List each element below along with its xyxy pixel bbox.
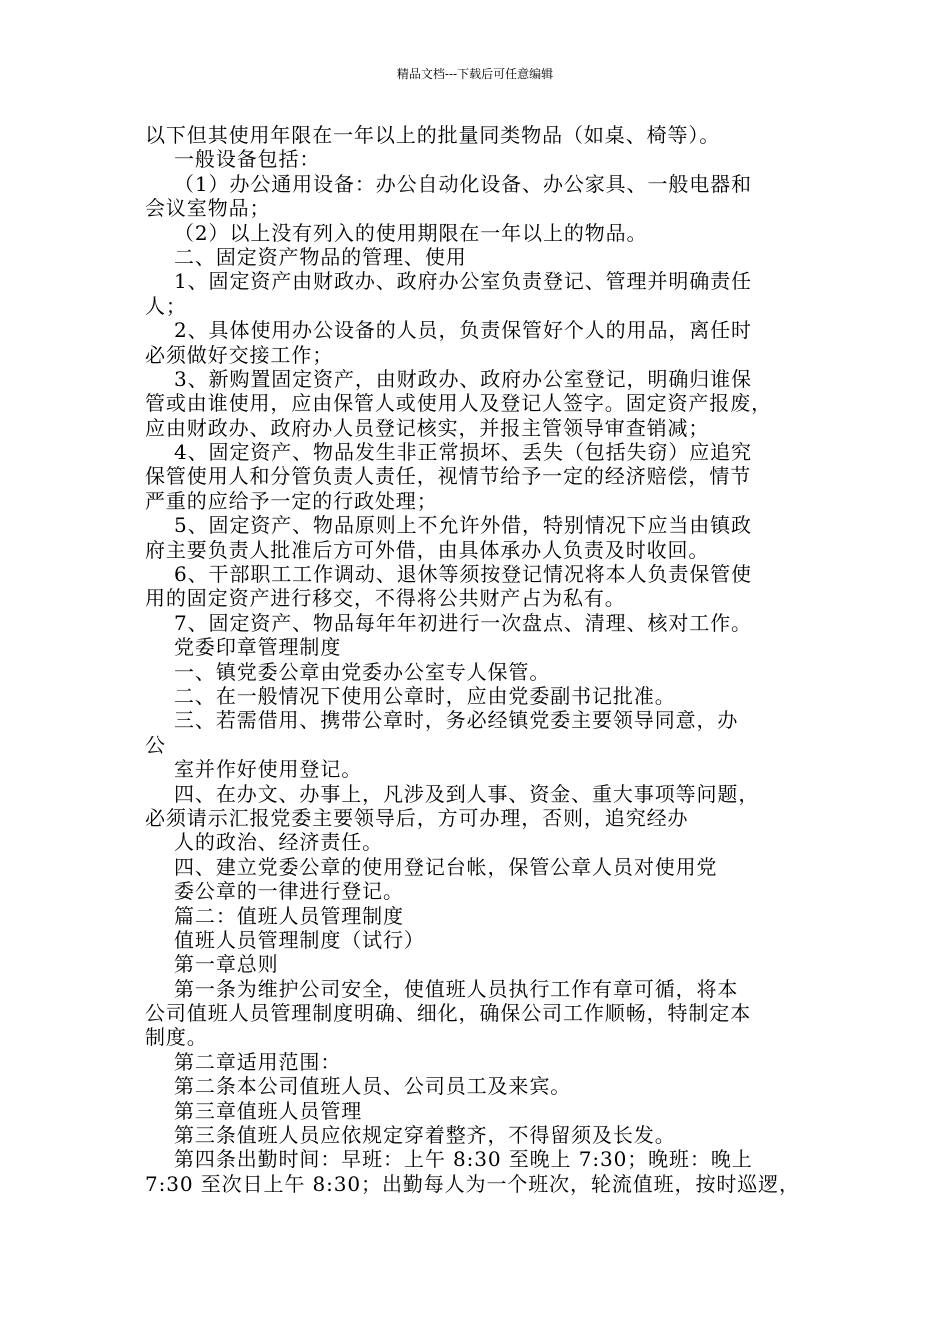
text-line: 二、在一般情况下使用公章时，应由党委副书记批准。: [145, 683, 676, 708]
text-line: 第三章值班人员管理: [145, 1098, 363, 1123]
text-line: 一、镇党委公章由党委办公室专人保管。: [145, 659, 551, 684]
text-line: 应由财政办、政府办人员登记核实，并报主管领导审查销减；: [145, 415, 710, 440]
text-line: 第三条值班人员应依规定穿着整齐，不得留须及长发。: [145, 1123, 676, 1148]
text-line: （2）以上没有列入的使用期限在一年以上的物品。: [145, 220, 648, 245]
text-line: 保管使用人和分管负责人责任，视情节给予一定的经济赔偿，情节: [145, 464, 752, 489]
text-line: 三、若需借用、携带公章时，务必经镇党委主要领导同意，办: [145, 708, 739, 733]
text-line: 公: [145, 732, 166, 757]
text-line: 3、新购置固定资产，由财政办、政府办公室登记，明确归谁保: [145, 366, 752, 391]
page-header: 精品文档---下载后可任意编辑: [396, 67, 554, 81]
text-line: 严重的应给予一定的行政处理；: [145, 488, 438, 513]
text-line: 党委印章管理制度: [145, 635, 342, 660]
text-line: 用的固定资产进行移交，不得将公共财产占为私有。: [145, 586, 626, 611]
text-line: 第四条出勤时间：早班：上午 8:30 至晚上 7:30；晚班：晚上: [145, 1147, 753, 1172]
text-line: 四、建立党委公章的使用登记台帐，保管公章人员对使用党: [145, 854, 718, 879]
text-line: 7:30 至次日上午 8:30；出勤每人为一个班次，轮流值班，按时巡逻，: [145, 1171, 800, 1196]
text-line: 人；: [145, 293, 187, 318]
text-line: 二、固定资产物品的管理、使用: [145, 244, 467, 269]
text-line: （1）办公通用设备：办公自动化设备、办公家具、一般电器和: [145, 171, 752, 196]
text-line: 必须请示汇报党委主要领导后，方可办理，否则，追究经办: [145, 805, 689, 830]
text-line: 四、在办文、办事上，凡涉及到人事、资金、重大事项等问题，: [145, 781, 760, 806]
text-line: 公司值班人员管理制度明确、细化，确保公司工作顺畅，特制定本: [145, 1001, 752, 1026]
document-body: [145, 123, 825, 1196]
text-line: 值班人员管理制度（试行）: [145, 927, 425, 952]
text-line: 4、固定资产、物品发生非正常损坏、丢失（包括失窃）应追究: [145, 440, 752, 465]
text-line: 人的政治、经济责任。: [145, 830, 384, 855]
text-line: 6、干部职工工作调动、退休等须按登记情况将本人负责保管使: [145, 562, 752, 587]
text-line: 2、具体使用办公设备的人员，负责保管好个人的用品，离任时: [145, 318, 752, 343]
text-line: 第二条本公司值班人员、公司员工及来宾。: [145, 1074, 572, 1099]
text-line: 必须做好交接工作；: [145, 342, 334, 367]
text-line: 制度。: [145, 1025, 208, 1050]
text-line: 篇二：值班人员管理制度: [145, 903, 404, 928]
text-line: 委公章的一律进行登记。: [145, 879, 404, 904]
text-line: 第一条为维护公司安全，使值班人员执行工作有章可循，将本: [145, 976, 739, 1001]
text-line: 府主要负责人批准后方可外借，由具体承办人负责及时收回。: [145, 537, 710, 562]
text-line: 1、固定资产由财政办、政府办公室负责登记、管理并明确责任: [145, 269, 752, 294]
text-line: 以下但其使用年限在一年以上的批量同类物品（如桌、椅等）。: [145, 123, 721, 147]
text-line: 管或由谁使用，应由保管人或使用人及登记人签字。固定资产报废，: [145, 391, 772, 416]
text-line: 一般设备包括：: [145, 147, 321, 172]
text-line: 第一章总则: [145, 952, 279, 977]
text-line: 7、固定资产、物品每年年初进行一次盘点、清理、核对工作。: [145, 610, 752, 635]
text-line: 5、固定资产、物品原则上不允许外借，特别情况下应当由镇政: [145, 513, 752, 538]
text-line: 室并作好使用登记。: [145, 757, 363, 782]
text-line: 会议室物品；: [145, 196, 271, 221]
text-line: 第二章适用范围：: [145, 1049, 342, 1074]
